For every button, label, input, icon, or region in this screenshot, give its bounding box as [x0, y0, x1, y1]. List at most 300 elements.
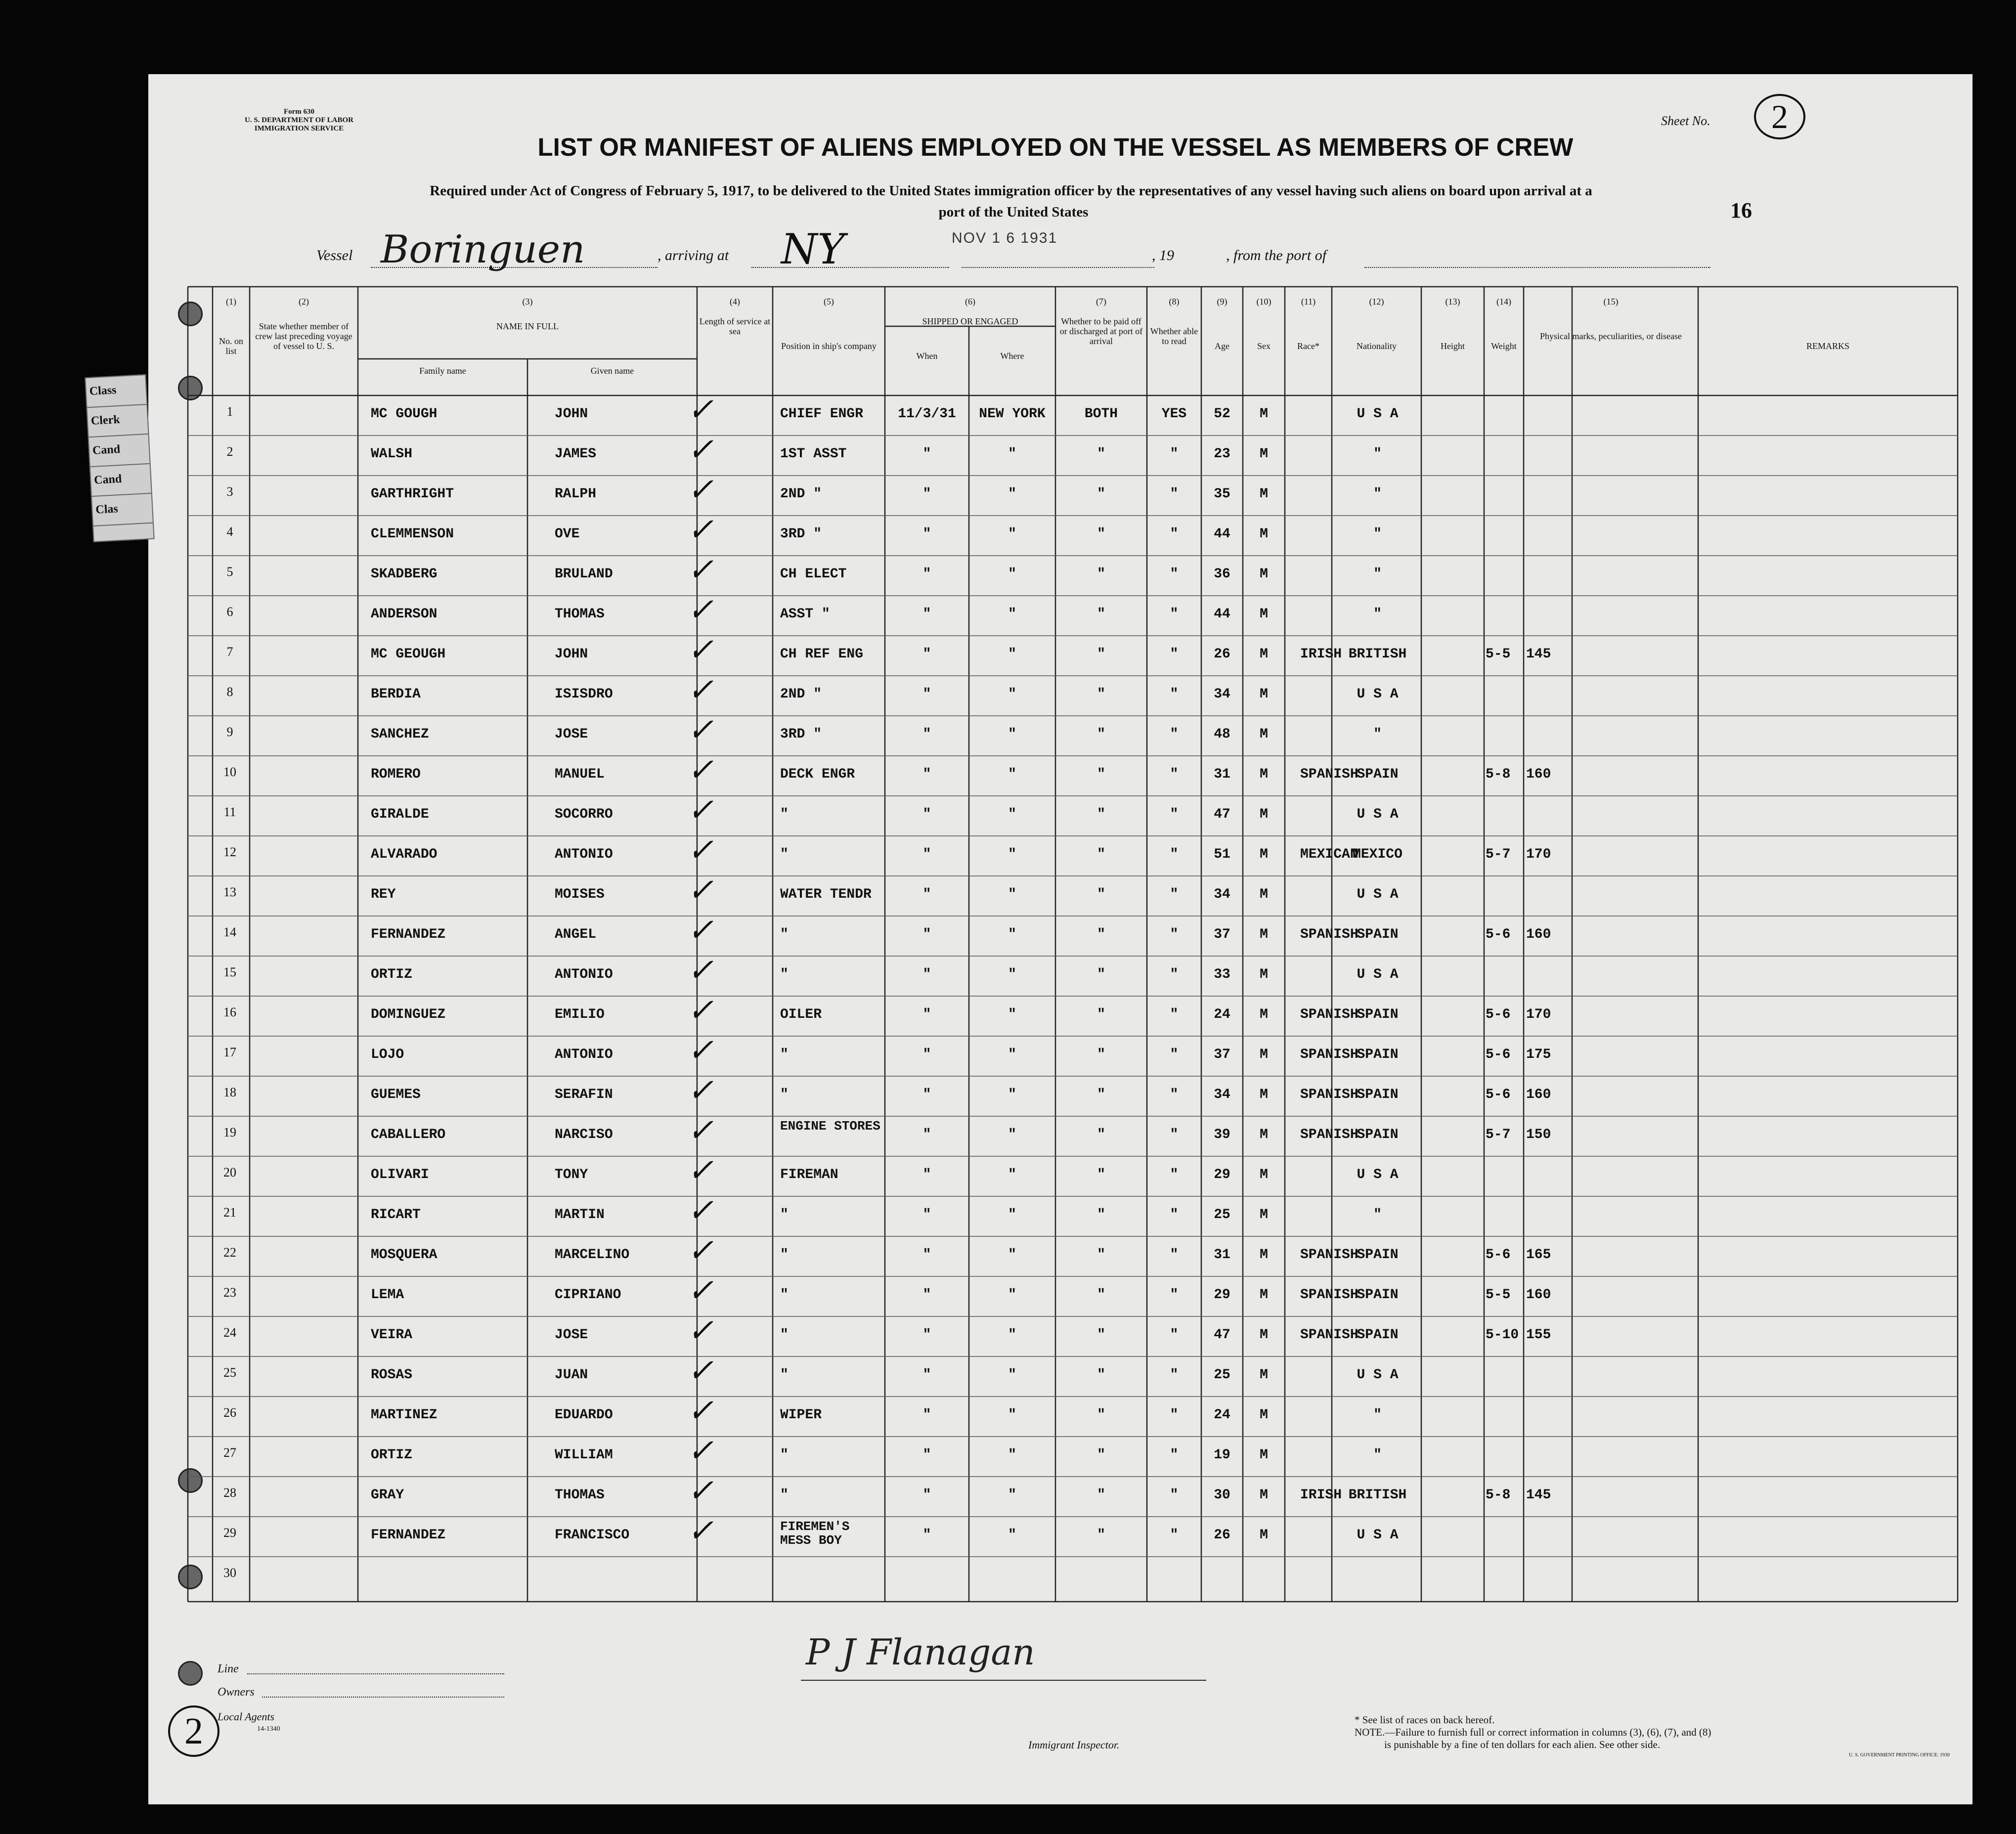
- shipped-when-cell: ": [922, 1287, 931, 1303]
- column-number: (6): [965, 297, 975, 306]
- given-name-cell: NARCISO: [555, 1127, 613, 1142]
- row-number-cell: 30: [223, 1566, 236, 1580]
- column-header: When: [916, 351, 938, 361]
- paid-off-cell: ": [1097, 1167, 1105, 1182]
- weight-cell: 145: [1526, 647, 1551, 662]
- service-check-mark-icon: ✓: [687, 1433, 714, 1469]
- shipped-where-cell: ": [1008, 486, 1016, 502]
- paid-off-cell: ": [1097, 647, 1105, 662]
- paid-off-cell: ": [1097, 446, 1105, 462]
- line-field: [247, 1673, 504, 1674]
- shipped-when-cell: ": [922, 486, 931, 502]
- able-to-read-cell: ": [1170, 1447, 1179, 1463]
- family-name-cell: FERNANDEZ: [371, 927, 446, 942]
- given-name-cell: SOCORRO: [555, 807, 613, 822]
- family-name-cell: LEMA: [371, 1287, 404, 1303]
- shipped-when-cell: ": [922, 847, 931, 862]
- given-name-cell: SERAFIN: [555, 1087, 613, 1102]
- age-cell: 36: [1214, 567, 1230, 582]
- nationality-cell: SPAIN: [1357, 1047, 1399, 1062]
- footnote-penalty-2: is punishable by a fine of ten dollars for each alien. See other side.: [1384, 1739, 1661, 1750]
- given-name-cell: FRANCISCO: [555, 1528, 630, 1543]
- column-header: Whether to be paid off or discharged at port of arrival: [1059, 316, 1143, 346]
- shipped-when-cell: ": [922, 1487, 931, 1503]
- column-number: (5): [824, 297, 834, 306]
- page-marker: 16: [1730, 198, 1752, 222]
- service-check-mark-icon: ✓: [687, 792, 714, 829]
- height-cell: 5-6: [1486, 1007, 1511, 1022]
- family-name-cell: ROMERO: [371, 767, 421, 782]
- position-cell: ASST ": [780, 607, 830, 622]
- shipped-when-cell: ": [922, 1047, 931, 1062]
- position-cell: 1ST ASST: [780, 446, 847, 462]
- service-check-mark-icon: ✓: [687, 1312, 714, 1349]
- sex-cell: M: [1260, 607, 1268, 622]
- position-cell: ": [780, 1207, 789, 1223]
- service-check-mark-icon: ✓: [687, 712, 714, 748]
- row-number-cell: 12: [223, 845, 236, 859]
- arriving-port: NY: [781, 225, 845, 273]
- shipped-where-cell: ": [1008, 647, 1016, 662]
- sex-cell: M: [1260, 1447, 1268, 1463]
- paid-off-cell: ": [1097, 927, 1105, 942]
- sex-cell: M: [1260, 647, 1268, 662]
- sex-cell: M: [1260, 486, 1268, 502]
- weight-cell: 170: [1526, 1007, 1551, 1022]
- age-cell: 44: [1214, 607, 1230, 622]
- column-header: NAME IN FULL: [496, 321, 559, 331]
- service-check-mark-icon: ✓: [687, 1513, 714, 1549]
- nationality-cell: SPAIN: [1357, 927, 1399, 942]
- race-cell: SPANISH: [1300, 1127, 1359, 1142]
- race-cell: SPANISH: [1300, 1247, 1359, 1263]
- sex-cell: M: [1260, 1087, 1268, 1102]
- column-number: (1): [226, 297, 236, 306]
- service-check-mark-icon: ✓: [687, 1032, 714, 1069]
- row-number-cell: 26: [223, 1405, 236, 1420]
- column-header: Height: [1441, 341, 1465, 351]
- service-check-mark-icon: ✓: [687, 432, 714, 468]
- paid-off-cell: ": [1097, 767, 1105, 782]
- sex-cell: M: [1260, 1047, 1268, 1062]
- race-cell: SPANISH: [1300, 1007, 1359, 1022]
- given-name-cell: THOMAS: [555, 1487, 605, 1503]
- shipped-when-cell: ": [922, 1447, 931, 1463]
- height-cell: 5-6: [1486, 927, 1511, 942]
- nationality-cell: SPAIN: [1357, 1007, 1399, 1022]
- able-to-read-cell: ": [1170, 967, 1179, 982]
- able-to-read-cell: ": [1170, 887, 1179, 902]
- position-cell: ": [780, 1367, 789, 1383]
- paid-off-cell: ": [1097, 1327, 1105, 1343]
- page-subtitle-2: port of the United States: [938, 204, 1089, 220]
- paid-off-cell: ": [1097, 1087, 1105, 1102]
- shipped-where-cell: ": [1008, 1367, 1016, 1383]
- shipped-where-cell: ": [1008, 1327, 1016, 1343]
- sex-cell: M: [1260, 1127, 1268, 1142]
- family-name-cell: BERDIA: [371, 687, 421, 702]
- service-check-mark-icon: ✓: [687, 1192, 714, 1229]
- position-cell: 3RD ": [780, 526, 822, 542]
- able-to-read-cell: ": [1170, 1487, 1179, 1503]
- shipped-where-cell: ": [1008, 1207, 1016, 1223]
- given-name-cell: MARTIN: [555, 1207, 605, 1223]
- service-check-mark-icon: ✓: [687, 592, 714, 628]
- side-stamp-line: Clas: [92, 494, 153, 526]
- nationality-cell: SPAIN: [1357, 767, 1399, 782]
- position-cell: FIREMEN'S MESS BOY: [780, 1519, 850, 1548]
- age-cell: 33: [1214, 967, 1230, 982]
- shipped-when-cell: ": [922, 927, 931, 942]
- row-number-cell: 3: [226, 484, 233, 499]
- nationality-cell: ": [1373, 727, 1382, 742]
- service-check-mark-icon: ✓: [687, 952, 714, 989]
- given-name-cell: TONY: [555, 1167, 588, 1182]
- shipped-where-cell: ": [1008, 807, 1016, 822]
- position-cell: ": [780, 1087, 789, 1102]
- given-name-cell: ANTONIO: [555, 967, 613, 982]
- given-name-cell: JOSE: [555, 1327, 588, 1343]
- paid-off-cell: ": [1097, 1447, 1105, 1463]
- row-number-cell: 6: [226, 605, 233, 619]
- nationality-cell: U S A: [1357, 887, 1399, 902]
- nationality-cell: BRITISH: [1348, 647, 1407, 662]
- row-number-cell: 21: [223, 1205, 236, 1220]
- paid-off-cell: ": [1097, 807, 1105, 822]
- sex-cell: M: [1260, 406, 1268, 422]
- race-cell: SPANISH: [1300, 767, 1359, 782]
- service-check-mark-icon: ✓: [687, 552, 714, 588]
- family-name-cell: OLIVARI: [371, 1167, 429, 1182]
- shipped-where-cell: ": [1008, 1087, 1016, 1102]
- height-cell: 5-5: [1486, 1287, 1511, 1303]
- given-name-cell: MANUEL: [555, 767, 605, 782]
- sex-cell: M: [1260, 446, 1268, 462]
- able-to-read-cell: ": [1170, 1127, 1179, 1142]
- family-name-cell: CABALLERO: [371, 1127, 446, 1142]
- shipped-when-cell: ": [922, 607, 931, 622]
- weight-cell: 155: [1526, 1327, 1551, 1343]
- able-to-read-cell: ": [1170, 607, 1179, 622]
- shipped-when-cell: ": [922, 1327, 931, 1343]
- position-cell: ENGINE STORES: [780, 1119, 880, 1134]
- age-cell: 47: [1214, 1327, 1230, 1343]
- weight-cell: 175: [1526, 1047, 1551, 1062]
- column-header: State whether member of crew last preceding voyage of vessel to U. S.: [255, 321, 352, 351]
- column-number: (14): [1496, 297, 1511, 306]
- shipped-when-cell: ": [922, 446, 931, 462]
- paid-off-cell: ": [1097, 1367, 1105, 1383]
- shipped-where-cell: ": [1008, 607, 1016, 622]
- service-check-mark-icon: ✓: [687, 1473, 714, 1509]
- sex-cell: M: [1260, 1367, 1268, 1383]
- nationality-cell: SPAIN: [1357, 1327, 1399, 1343]
- inspector-label: Immigrant Inspector.: [1028, 1739, 1120, 1751]
- age-cell: 30: [1214, 1487, 1230, 1503]
- column-header: Length of service at sea: [699, 316, 771, 336]
- column-number: (2): [299, 297, 309, 306]
- given-name-cell: ISISDRO: [555, 687, 613, 702]
- shipped-when-cell: ": [922, 767, 931, 782]
- shipped-when-cell: 11/3/31: [898, 406, 956, 422]
- row-number-cell: 15: [223, 965, 236, 979]
- side-stamp-line: Class: [86, 375, 146, 408]
- nationality-cell: SPAIN: [1357, 1087, 1399, 1102]
- service-check-mark-icon: ✓: [687, 632, 714, 668]
- inspector-signature: P J Flanagan: [806, 1631, 1035, 1673]
- able-to-read-cell: ": [1170, 807, 1179, 822]
- nationality-cell: U S A: [1357, 1528, 1399, 1543]
- service-check-mark-icon: ✓: [687, 1152, 714, 1189]
- position-cell: DECK ENGR: [780, 767, 855, 782]
- paid-off-cell: ": [1097, 607, 1105, 622]
- paid-off-cell: ": [1097, 687, 1105, 702]
- row-number-cell: 13: [223, 885, 236, 899]
- nationality-cell: U S A: [1357, 687, 1399, 702]
- able-to-read-cell: ": [1170, 1047, 1179, 1062]
- position-cell: ": [780, 1327, 789, 1343]
- height-cell: 5-8: [1486, 767, 1511, 782]
- shipped-where-cell: NEW YORK: [979, 406, 1046, 422]
- given-name-cell: EDUARDO: [555, 1407, 613, 1423]
- able-to-read-cell: ": [1170, 767, 1179, 782]
- side-stamp-line: Cand: [89, 435, 150, 467]
- row-number-cell: 27: [223, 1445, 236, 1460]
- age-cell: 39: [1214, 1127, 1230, 1142]
- sex-cell: M: [1260, 567, 1268, 582]
- able-to-read-cell: ": [1170, 847, 1179, 862]
- able-to-read-cell: ": [1170, 1207, 1179, 1223]
- service-check-mark-icon: ✓: [687, 392, 714, 428]
- position-cell: WIPER: [780, 1407, 822, 1423]
- shipped-where-cell: ": [1008, 1007, 1016, 1022]
- service-check-mark-icon: ✓: [687, 1112, 714, 1149]
- row-number-cell: 1: [226, 404, 233, 419]
- age-cell: 29: [1214, 1167, 1230, 1182]
- family-name-cell: SKADBERG: [371, 567, 438, 582]
- shipped-where-cell: ": [1008, 1528, 1016, 1543]
- sex-cell: M: [1260, 767, 1268, 782]
- age-cell: 34: [1214, 887, 1230, 902]
- given-name-cell: THOMAS: [555, 607, 605, 622]
- column-number: (13): [1445, 297, 1460, 306]
- age-cell: 25: [1214, 1367, 1230, 1383]
- owners-field: [262, 1697, 504, 1698]
- service-check-mark-icon: ✓: [687, 912, 714, 949]
- position-cell: CH ELECT: [780, 567, 847, 582]
- nationality-cell: BRITISH: [1348, 1487, 1407, 1503]
- age-cell: 31: [1214, 767, 1230, 782]
- column-header: Family name: [419, 366, 466, 376]
- sex-cell: M: [1260, 927, 1268, 942]
- circle-number: 2: [168, 1705, 219, 1757]
- position-cell: ": [780, 847, 789, 862]
- age-cell: 25: [1214, 1207, 1230, 1223]
- column-number: (7): [1096, 297, 1106, 306]
- owners-label: Owners: [218, 1686, 255, 1699]
- paid-off-cell: ": [1097, 1247, 1105, 1263]
- nationality-cell: U S A: [1357, 967, 1399, 982]
- able-to-read-cell: ": [1170, 1287, 1179, 1303]
- column-header: Race*: [1297, 341, 1319, 351]
- service-check-mark-icon: ✓: [687, 872, 714, 909]
- position-cell: ": [780, 1287, 789, 1303]
- printer-note: U. S. GOVERNMENT PRINTING OFFICE: 1930: [1849, 1752, 1950, 1758]
- position-cell: ": [780, 1447, 789, 1463]
- service-check-mark-icon: ✓: [687, 1353, 714, 1389]
- column-number: (10): [1256, 297, 1271, 306]
- nationality-cell: ": [1373, 446, 1382, 462]
- able-to-read-cell: ": [1170, 927, 1179, 942]
- family-name-cell: MC GOUGH: [371, 406, 438, 422]
- vessel-label: Vessel: [316, 247, 353, 263]
- age-cell: 23: [1214, 446, 1230, 462]
- shipped-where-cell: ": [1008, 1487, 1016, 1503]
- column-header: REMARKS: [1806, 341, 1850, 351]
- weight-cell: 160: [1526, 1287, 1551, 1303]
- sex-cell: M: [1260, 727, 1268, 742]
- shipped-when-cell: ": [922, 1528, 931, 1543]
- column-number: (3): [522, 297, 533, 306]
- paid-off-cell: ": [1097, 1528, 1105, 1543]
- family-name-cell: MC GEOUGH: [371, 647, 446, 662]
- paid-off-cell: ": [1097, 1007, 1105, 1022]
- row-number-cell: 19: [223, 1125, 236, 1139]
- sex-cell: M: [1260, 847, 1268, 862]
- column-header: Given name: [590, 366, 634, 376]
- nationality-cell: ": [1373, 1207, 1382, 1223]
- age-cell: 26: [1214, 1528, 1230, 1543]
- family-name-cell: ROSAS: [371, 1367, 413, 1383]
- sex-cell: M: [1260, 1327, 1268, 1343]
- sex-cell: M: [1260, 687, 1268, 702]
- family-name-cell: GUEMES: [371, 1087, 421, 1102]
- position-cell: OILER: [780, 1007, 822, 1022]
- department-name: U. S. DEPARTMENT OF LABOR: [244, 116, 354, 124]
- weight-cell: 150: [1526, 1127, 1551, 1142]
- age-cell: 44: [1214, 526, 1230, 542]
- age-cell: 26: [1214, 647, 1230, 662]
- race-cell: IRISH: [1300, 1487, 1342, 1503]
- height-cell: 5-8: [1486, 1487, 1511, 1503]
- service-check-mark-icon: ✓: [687, 832, 714, 869]
- paid-off-cell: ": [1097, 486, 1105, 502]
- shipped-where-cell: ": [1008, 1127, 1016, 1142]
- service-check-mark-icon: ✓: [687, 1232, 714, 1269]
- weight-cell: 170: [1526, 847, 1551, 862]
- family-name-cell: GRAY: [371, 1487, 404, 1503]
- shipped-when-cell: ": [922, 687, 931, 702]
- able-to-read-cell: ": [1170, 687, 1179, 702]
- able-to-read-cell: ": [1170, 1528, 1179, 1543]
- sex-cell: M: [1260, 1487, 1268, 1503]
- family-name-cell: ORTIZ: [371, 1447, 413, 1463]
- column-number: (12): [1369, 297, 1384, 306]
- shipped-when-cell: ": [922, 1127, 931, 1142]
- paid-off-cell: ": [1097, 1047, 1105, 1062]
- race-cell: SPANISH: [1300, 1327, 1359, 1343]
- footnotes: [1355, 1714, 1711, 1751]
- nationality-cell: ": [1373, 526, 1382, 542]
- column-number: (15): [1603, 297, 1619, 306]
- age-cell: 51: [1214, 847, 1230, 862]
- height-cell: 5-7: [1486, 847, 1511, 862]
- height-cell: 5-6: [1486, 1087, 1511, 1102]
- shipped-where-cell: ": [1008, 1167, 1016, 1182]
- shipped-where-cell: ": [1008, 1287, 1016, 1303]
- race-cell: SPANISH: [1300, 1047, 1359, 1062]
- age-cell: 31: [1214, 1247, 1230, 1263]
- row-number-cell: 22: [223, 1245, 236, 1260]
- family-name-cell: RICART: [371, 1207, 421, 1223]
- footnote-races: * See list of races on back hereof.: [1355, 1714, 1495, 1726]
- paid-off-cell: ": [1097, 1487, 1105, 1503]
- position-cell: ": [780, 967, 789, 982]
- shipped-where-cell: ": [1008, 526, 1016, 542]
- service-check-mark-icon: ✓: [687, 752, 714, 788]
- height-cell: 5-6: [1486, 1047, 1511, 1062]
- agents-code: 14-1340: [257, 1725, 280, 1733]
- row-number-cell: 29: [223, 1526, 236, 1540]
- column-header: Physical marks, peculiarities, or disease: [1540, 331, 1682, 341]
- sex-cell: M: [1260, 1528, 1268, 1543]
- service-check-mark-icon: ✓: [687, 672, 714, 708]
- service-check-mark-icon: ✓: [687, 512, 714, 548]
- signature-line: [801, 1680, 1206, 1681]
- paid-off-cell: ": [1097, 727, 1105, 742]
- nationality-cell: SPAIN: [1357, 1247, 1399, 1263]
- column-header: Sex: [1257, 341, 1271, 351]
- paid-off-cell: ": [1097, 967, 1105, 982]
- given-name-cell: JOHN: [555, 406, 588, 422]
- row-number-cell: 17: [223, 1045, 236, 1059]
- given-name-cell: RALPH: [555, 486, 597, 502]
- age-cell: 34: [1214, 1087, 1230, 1102]
- sex-cell: M: [1260, 1007, 1268, 1022]
- column-header: Nationality: [1357, 341, 1397, 351]
- column-header: Whether able to read: [1150, 326, 1198, 346]
- nationality-cell: U S A: [1357, 1167, 1399, 1182]
- position-cell: 2ND ": [780, 687, 822, 702]
- able-to-read-cell: ": [1170, 526, 1179, 542]
- weight-cell: 165: [1526, 1247, 1551, 1263]
- race-cell: SPANISH: [1300, 1287, 1359, 1303]
- row-number-cell: 18: [223, 1085, 236, 1099]
- family-name-cell: WALSH: [371, 446, 413, 462]
- weight-cell: 145: [1526, 1487, 1551, 1503]
- given-name-cell: OVE: [555, 526, 580, 542]
- vessel-name: Boringuen: [381, 227, 585, 272]
- shipped-when-cell: ": [922, 647, 931, 662]
- page-title: LIST OR MANIFEST OF ALIENS EMPLOYED ON THE VESSEL AS MEMBERS OF CREW: [537, 133, 1574, 161]
- sex-cell: M: [1260, 1167, 1268, 1182]
- family-name-cell: VEIRA: [371, 1327, 413, 1343]
- sex-cell: M: [1260, 967, 1268, 982]
- shipped-when-cell: ": [922, 1167, 931, 1182]
- row-number-cell: 20: [223, 1165, 236, 1179]
- shipped-where-cell: ": [1008, 927, 1016, 942]
- height-cell: 5-6: [1486, 1247, 1511, 1263]
- age-cell: 24: [1214, 1007, 1230, 1022]
- sex-cell: M: [1260, 526, 1268, 542]
- shipped-where-cell: ": [1008, 1247, 1016, 1263]
- shipped-where-cell: ": [1008, 847, 1016, 862]
- service-check-mark-icon: ✓: [687, 992, 714, 1029]
- from-port-label: , from the port of: [1226, 247, 1327, 263]
- row-number-cell: 5: [226, 565, 233, 579]
- sex-cell: M: [1260, 807, 1268, 822]
- age-cell: 37: [1214, 927, 1230, 942]
